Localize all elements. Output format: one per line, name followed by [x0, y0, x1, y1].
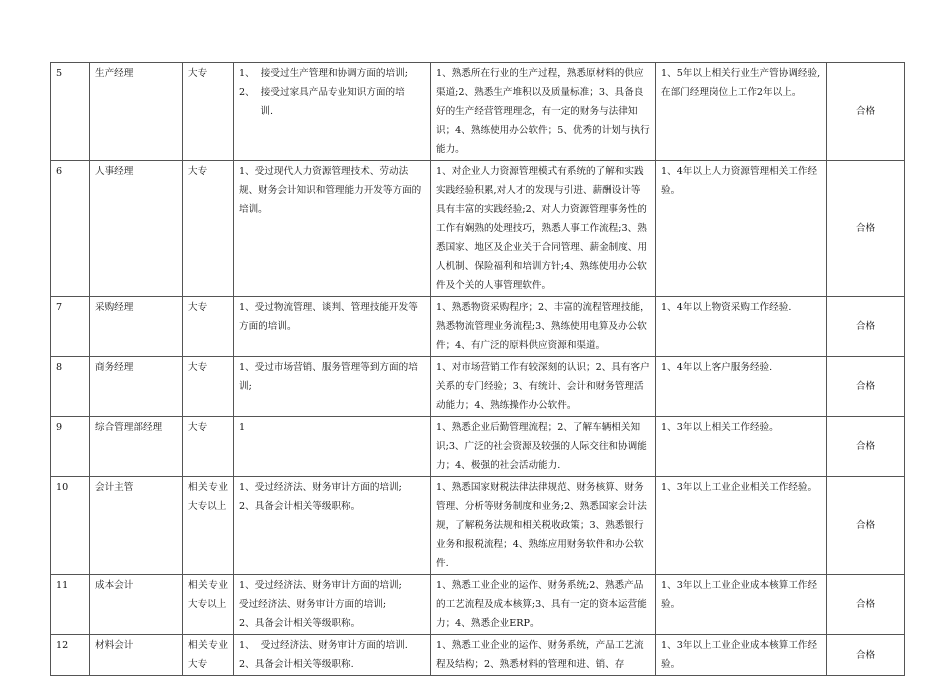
work-experience-text: 1、4年以上物资采购工作经验. — [661, 302, 792, 313]
work-experience-text: 1、5年以上相关行业生产管协调经验,在部门经理岗位上工作2年以上。 — [661, 68, 821, 98]
table-row — [51, 417, 905, 477]
row-number-text: 10 — [56, 482, 69, 493]
knowledge-skills-text: 1、熟悉工业企业的运作、财务系统;2、熟悉产品的工艺流程及成本核算;3、具有一定的资本运营能力；4、熟悉企业ERP。 — [436, 580, 647, 629]
knowledge-skills — [431, 635, 656, 676]
table-row — [51, 63, 905, 161]
row-number — [51, 297, 90, 357]
evaluation-result-text: 合格 — [855, 106, 876, 117]
training-requirement — [234, 417, 431, 477]
training-requirement — [234, 357, 431, 417]
knowledge-skills-text: 1、熟悉物资采购程序；2、丰富的流程管理技能，熟悉物流管理业务流程;3、熟练使用电算及办公软件；4、有广泛的原料供应资源和渠道。 — [436, 302, 650, 351]
evaluation-result-text: 合格 — [855, 321, 876, 332]
work-experience — [656, 297, 827, 357]
knowledge-skills — [431, 417, 656, 477]
knowledge-skills-text: 1、对市场营销工作有较深刻的认识；2、具有客户关系的专门经验；3、有统计、会计和财务管理活动能力；4、熟练操作办公软件。 — [436, 362, 650, 411]
education-requirement — [183, 297, 234, 357]
work-experience-text: 1、4年以上人力资源管理相关工作经验。 — [661, 166, 818, 196]
work-experience — [656, 161, 827, 297]
education-requirement-text: 相关专业大专 — [188, 640, 228, 670]
row-number — [51, 477, 90, 575]
position-name — [90, 575, 183, 635]
knowledge-skills — [431, 161, 656, 297]
position-name — [90, 63, 183, 161]
row-number — [51, 417, 90, 477]
position-name-text: 商务经理 — [95, 362, 134, 373]
evaluation-result-text: 合格 — [855, 441, 876, 452]
position-name-text: 采购经理 — [95, 302, 134, 313]
knowledge-skills — [431, 297, 656, 357]
education-requirement-text: 大专 — [188, 422, 208, 433]
knowledge-skills-text: 1、对企业人力资源管理模式有系统的了解和实践实践经验积累,对人才的发现与引进、薪酬设计等具有丰富的实践经验;2、对人力资源管理事务性的工作有娴熟的处理技巧，熟悉人事工作流程;3、熟悉国家、地区及企业关于合同管理、薪金制度、用人机制、保险福利和培训方针;4、熟练使用办公软件及个关的人事管理软件。 — [436, 166, 648, 291]
work-experience — [656, 63, 827, 161]
knowledge-skills-text: 1、熟悉工业企业的运作、财务系统，产品工艺流程及结构；2、熟悉材料的管理和进、销、存 — [436, 640, 644, 670]
training-requirement — [234, 297, 431, 357]
work-experience-text: 1、3年以上相关工作经验。 — [661, 422, 779, 433]
training-requirement — [234, 477, 431, 575]
evaluation-result-text: 合格 — [855, 520, 876, 531]
evaluation-result — [827, 161, 905, 297]
position-name-text: 人事经理 — [95, 166, 134, 177]
training-requirement — [234, 161, 431, 297]
position-name-text: 成本会计 — [95, 580, 134, 591]
evaluation-result — [827, 357, 905, 417]
position-name-text: 综合管理部经理 — [95, 422, 163, 433]
work-experience-text: 1、3年以上工业企业相关工作经验。 — [661, 482, 818, 493]
training-requirement-text: 1、受过现代人力资源管理技术、劳动法规、财务会计知识和管理能力开发等方面的培训。 — [239, 166, 422, 215]
education-requirement — [183, 161, 234, 297]
job-requirements-table — [50, 62, 905, 676]
position-name — [90, 357, 183, 417]
evaluation-result-text: 合格 — [855, 223, 876, 234]
evaluation-result — [827, 635, 905, 676]
education-requirement — [183, 63, 234, 161]
position-name — [90, 297, 183, 357]
row-number — [51, 63, 90, 161]
education-requirement-text: 大专 — [188, 362, 208, 373]
row-number — [51, 635, 90, 676]
table-row — [51, 161, 905, 297]
position-name-text: 会计主管 — [95, 482, 134, 493]
table-row — [51, 635, 905, 676]
evaluation-result-text: 合格 — [855, 381, 876, 392]
education-requirement-text: 大专 — [188, 68, 208, 79]
education-requirement-text: 相关专业大专以上 — [188, 580, 228, 610]
evaluation-result-text: 合格 — [855, 599, 876, 610]
evaluation-result-text: 合格 — [855, 649, 876, 661]
position-name — [90, 161, 183, 297]
training-requirement-text: 1、 接受过生产管理和协调方面的培训; 2、 接受过家具产品专业知识方面的培 训. — [239, 68, 408, 117]
work-experience-text: 1、3年以上工业企业成本核算工作经验。 — [661, 580, 818, 610]
position-name — [90, 635, 183, 676]
knowledge-skills — [431, 357, 656, 417]
row-number-text: 12 — [56, 640, 69, 651]
table-row — [51, 297, 905, 357]
evaluation-result — [827, 417, 905, 477]
row-number — [51, 357, 90, 417]
table-body — [51, 63, 905, 676]
training-requirement-text: 1 — [239, 422, 246, 433]
work-experience — [656, 635, 827, 676]
education-requirement-text: 大专 — [188, 166, 208, 177]
evaluation-result — [827, 297, 905, 357]
position-name — [90, 417, 183, 477]
table-row — [51, 575, 905, 635]
education-requirement — [183, 477, 234, 575]
training-requirement — [234, 63, 431, 161]
table-row — [51, 357, 905, 417]
row-number — [51, 161, 90, 297]
row-number-text: 6 — [56, 166, 63, 177]
knowledge-skills — [431, 63, 656, 161]
work-experience — [656, 417, 827, 477]
work-experience-text: 1、3年以上工业企业成本核算工作经验。 — [661, 640, 818, 670]
knowledge-skills-text: 1、熟悉国家财税法律法律规范、财务核算、财务管理、分析等财务制度和业务;2、熟悉国家会计法规，了解税务法规和相关税收政策；3、熟悉银行业务和报税流程；4、熟练应用财务软件和办公软件. — [436, 482, 647, 569]
row-number-text: 11 — [56, 580, 69, 591]
work-experience — [656, 477, 827, 575]
training-requirement — [234, 575, 431, 635]
knowledge-skills — [431, 575, 656, 635]
training-requirement-text: 1、受过物流管理、谈判、管理技能开发等方面的培训。 — [239, 302, 418, 332]
education-requirement — [183, 417, 234, 477]
education-requirement — [183, 635, 234, 676]
row-number-text: 5 — [56, 68, 63, 79]
education-requirement-text: 相关专业大专以上 — [188, 482, 228, 512]
evaluation-result — [827, 575, 905, 635]
row-number-text: 7 — [56, 302, 63, 313]
table-row — [51, 477, 905, 575]
work-experience — [656, 575, 827, 635]
education-requirement — [183, 575, 234, 635]
evaluation-result — [827, 63, 905, 161]
position-name-text: 生产经理 — [95, 68, 134, 79]
education-requirement — [183, 357, 234, 417]
training-requirement-text: 1、 受过经济法、财务审计方面的培训. 2、具备会计相关等级职称. — [239, 640, 408, 670]
knowledge-skills-text: 1、熟悉所在行业的生产过程，熟悉原材料的供应渠道;2、熟悉生产堆积以及质量标准；3、具备良好的生产经营管理理念，有一定的财务与法律知识；4、熟练使用办公软件；5、优秀的计划与执行能力。 — [436, 68, 650, 155]
knowledge-skills — [431, 477, 656, 575]
position-name-text: 材料会计 — [95, 640, 134, 651]
work-experience-text: 1、4年以上客户服务经验. — [661, 362, 773, 373]
position-name — [90, 477, 183, 575]
training-requirement-text: 1、受过经济法、财务审计方面的培训; 受过经济法、财务审计方面的培训; 2、具备会计相关等级职称。 — [239, 580, 402, 629]
knowledge-skills-text: 1、熟悉企业后勤管理流程；2、了解车辆相关知识;3、广泛的社会资源及较强的人际交往和协调能力；4、极强的社会活动能力. — [436, 422, 647, 471]
evaluation-result — [827, 477, 905, 575]
row-number — [51, 575, 90, 635]
work-experience — [656, 357, 827, 417]
row-number-text: 8 — [56, 362, 63, 373]
training-requirement-text: 1、受过经济法、财务审计方面的培训; 2、具备会计相关等级职称。 — [239, 482, 402, 512]
training-requirement-text: 1、受过市场营销、服务管理等到方面的培训; — [239, 362, 418, 392]
training-requirement — [234, 635, 431, 676]
education-requirement-text: 大专 — [188, 302, 208, 313]
row-number-text: 9 — [56, 422, 63, 433]
